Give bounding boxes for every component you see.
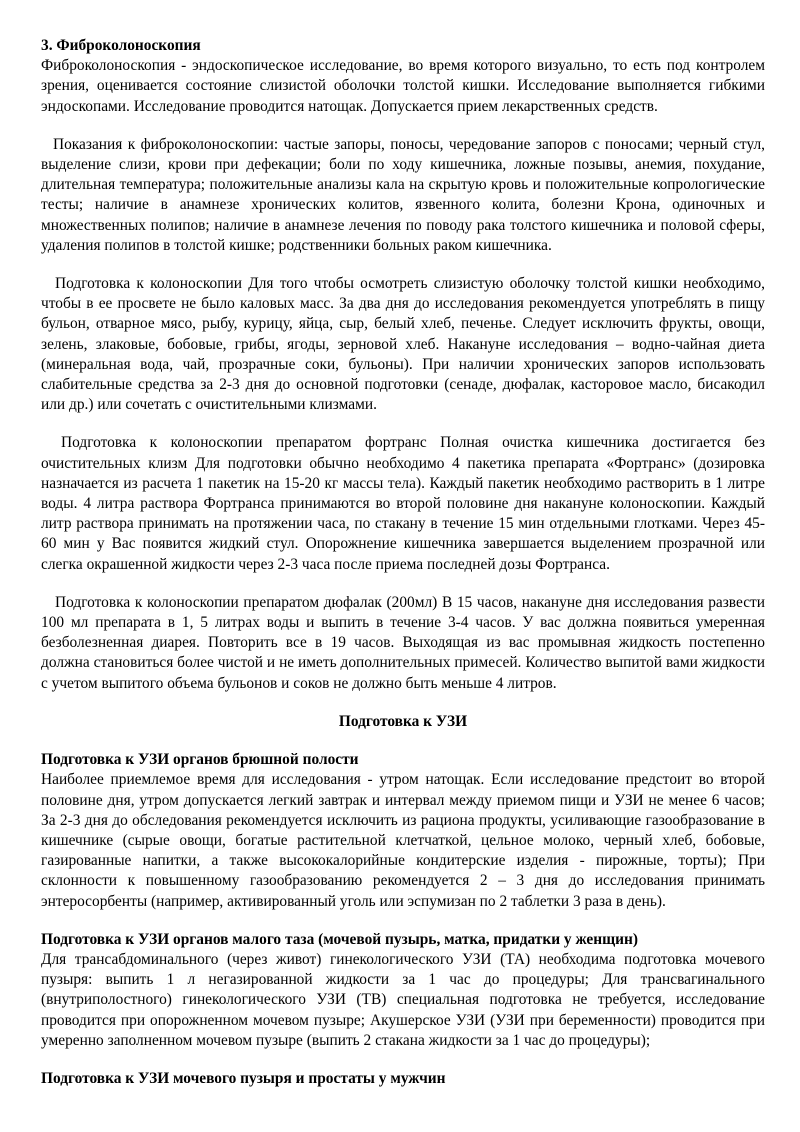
colonoscopy-prep-duphalac: Подготовка к колоноскопии препаратом дюфалак (200мл) В 15 часов, накануне дня исследования развести 100 мл препарата в 1, 5 литрах воды и выпить в течение 3-4 часов. У вас должна появиться умеренная безболезненная диарея. Повторить все в 19 часов. Выходящая из вас промывная жидкость постепенно должна становиться более чистой и не иметь дополнительных примесей. Количество выпитой вами жидкости с учетом выпитого объема бульонов и соков не должно быть меньше 4 литров. — [41, 593, 765, 692]
spacer — [41, 575, 765, 593]
ultrasound-pelvic-text: Для трансабдоминального (через живот) гинекологического УЗИ (ТА) необходима подготовка мочевого пузыря: выпить 1 л негазированной жидкости за 1 час до процедуры; Для трансвагинального (внутриполостного) гинекологического УЗИ (ТВ) специальная подготовка не требуется, исследование проводится при опорожненном мочевом пузыре; Акушерское УЗИ (УЗИ при беременности) проводится при умеренно заполненном мочевом пузыре (выпить 2 стакана жидкости за 1 час до процедуры); — [41, 950, 765, 1049]
ultrasound-abdominal-text: Наиболее приемлемое время для исследования - утром натощак. Если исследование предстоит во второй половине дня, утром допускается легкий завтрак и интервал между приемом пищи и УЗИ не менее 6 часов; За 2-3 дня до обследования рекомендуется исключить из рациона продукты, усиливающие газообразование в кишечнике (сырые овощи, богатые растительной клетчаткой, цельное молоко, черный хлеб, бобовые, газированные напитки, а также высококалорийные кондитерские изделия - пирожные, торты); При склонности к повышенному газообразованию рекомендуется 2 – 3 дня до исследования принимать энтеросорбенты (например, активированный уголь или эспумизан по 2 таблетки 3 раза в день). — [41, 771, 765, 910]
spacer — [41, 117, 765, 135]
spacer — [41, 1051, 765, 1069]
spacer — [41, 732, 765, 750]
colonoscopy-intro: Фиброколоноскопия - эндоскопическое исследование, во время которого визуально, то есть под контролем зрения, оценивается состояние слизистой оболочки толстой кишки. Исследование выполняется гибкими эндоскопами. Исследование проводится натощак. Допускается прием лекарственных средств. — [41, 57, 765, 115]
document-page — [41, 36, 765, 1089]
colonoscopy-prep-general: Подготовка к колоноскопии Для того чтобы осмотреть слизистую оболочку толстой кишки необходимо, чтобы в ее просвете не было каловых масс. За два дня до исследования рекомендуется употреблять в пищу бульон, отварное мясо, рыбу, курицу, яйца, сыр, белый хлеб, печенье. Следует исключить фрукты, овощи, зелень, злаковые, бобовые, грибы, ягоды, зерновой хлеб. Накануне исследования – водно-чайная диета (минеральная вода, чай, прозрачные соки, бульоны). При наличии хронических запоров использовать слабительные средства за 2-3 дня до основной подготовки (сенаде, дюфалак, касторовое масло, бисакодил или др.) или сочетать с очистительными клизмами. — [41, 275, 765, 414]
spacer — [41, 694, 765, 712]
ultrasound-title: Подготовка к УЗИ — [338, 712, 468, 730]
ultrasound-bladder-heading: Подготовка к УЗИ мочевого пузыря и простаты у мужчин — [41, 1069, 446, 1087]
spacer — [41, 912, 765, 930]
colonoscopy-prep-fortrans: Подготовка к колоноскопии препаратом фортранс Полная очистка кишечника достигается без очистительных клизм Для подготовки обычно необходимо 4 пакетика препарата «Фортранс» (дозировка назначается из расчета 1 пакетик на 15-20 кг массы тела). Каждый пакетик необходимо растворить в 1 литре воды. 4 литра раствора Фортранса принимаются во второй половине дня накануне колоноскопии. Каждый литр раствора принимать на протяжении часа, по стакану в течение 15 мин отдельными глотками. Через 45-60 мин у Вас появится жидкий стул. Опорожнение кишечника завершается выделением прозрачной или слегка окрашенной жидкости через 2-3 часа после приема последней дозы Фортранса. — [41, 434, 765, 573]
ultrasound-pelvic-heading: Подготовка к УЗИ органов малого таза (мочевой пузырь, матка, придатки у женщин) — [41, 930, 638, 948]
ultrasound-abdominal-heading: Подготовка к УЗИ органов брюшной полости — [41, 751, 359, 769]
colonoscopy-heading: 3. Фиброколоноскопия — [41, 37, 201, 54]
spacer — [41, 256, 765, 274]
spacer — [41, 415, 765, 433]
colonoscopy-indications: Показания к фиброколоноскопии: частые запоры, поносы, чередование запоров с поносами; черный стул, выделение слизи, крови при дефекации; боли по ходу кишечника, ложные позывы, анемия, похудание, длительная температура; положительные анализы кала на скрытую кровь и положительные копрологические тесты; наличие в анамнезе хронических колитов, язвенного колита, болезни Крона, одиночных и множественных полипов; наличие в анамнезе лечения по поводу рака толстого кишечника и половой сферы, удаления полипов в толстой кишке; родственники больных раком кишечника. — [41, 135, 765, 254]
